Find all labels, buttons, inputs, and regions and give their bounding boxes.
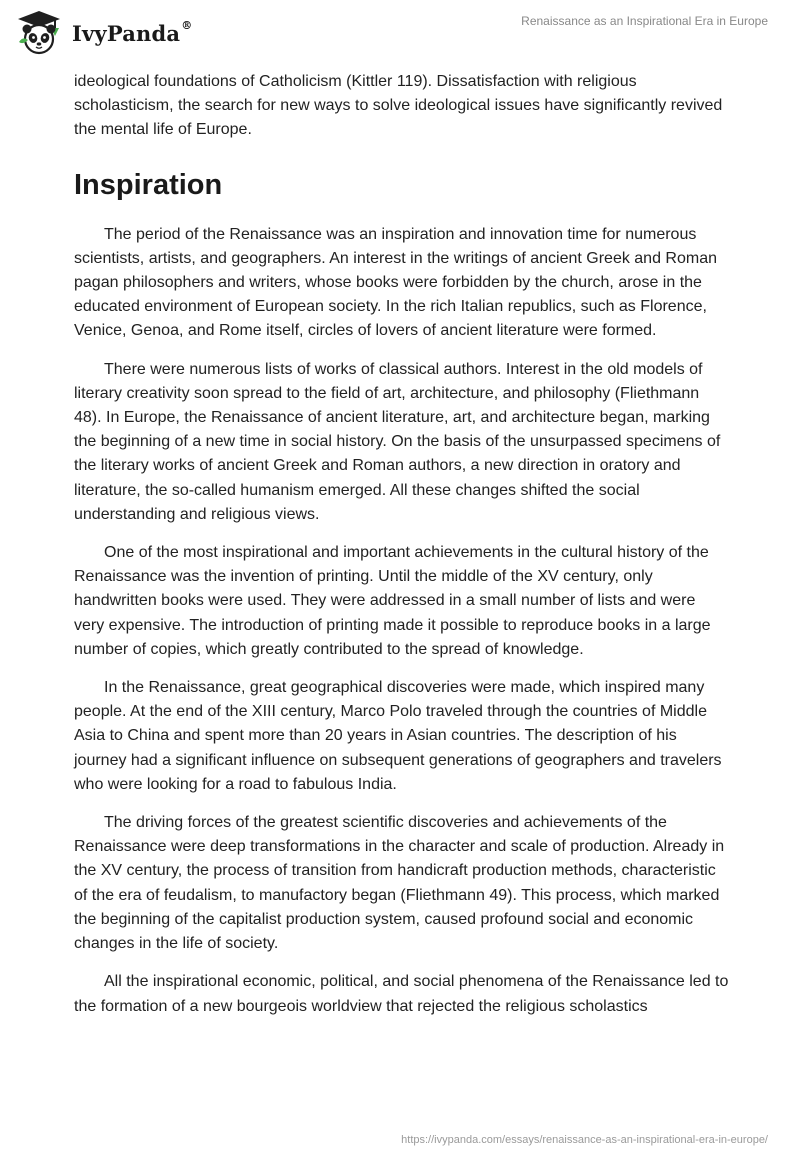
body-paragraph: In the Renaissance, great geographical discoveries were made, which inspired many people. At the end of the XIII century, Marco Polo traveled through the countries of Middle Asia to China and spent more than 20 years in Asian countries. The description of his journey had a significant influence on subsequent generations of geographers and travelers who were looking for a road to fabulous India.	[74, 679, 722, 793]
page-header	[0, 0, 800, 70]
essay-content	[74, 70, 730, 1033]
intro-paragraph: ideological foundations of Catholicism (Kittler 119). Dissatisfaction with religious scholasticism, the search for new ways to solve ideological issues have significantly revived the mental life of Europe.	[74, 73, 723, 139]
panda-graduate-icon	[14, 8, 64, 58]
body-paragraph: The period of the Renaissance was an inspiration and innovation time for numerous scientists, artists, and geographers. An interest in the writings of ancient Greek and Roman pagan philosophers and writers, whose books were forbidden by the church, arose in the educated environment of European society. In the rich Italian republics, such as Florence, Venice, Genoa, and Rome itself, circles of lovers of ancient literature were formed.	[74, 225, 717, 340]
section-heading: Inspiration	[74, 168, 223, 201]
source-url-link[interactable]: https://ivypanda.com/essays/renaissance-as-an-inspirational-era-in-europe/	[401, 1134, 768, 1146]
ivypanda-logo[interactable]	[14, 8, 192, 58]
registered-mark: ®	[181, 18, 193, 32]
brand-name: IvyPanda®	[72, 18, 193, 46]
body-paragraph: There were numerous lists of works of classical authors. Interest in the old models of literary creativity soon spread to the field of art, architecture, and philosophy (Fliethmann 48). In Europe, the Renaissance of ancient literature, art, and architecture began, marking the beginning of a new time in social history. On the basis of the unsurpassed specimens of the literary works of ancient Greek and Roman authors, a new direction in oratory and literature, the so-called humanism emerged. All these changes shifted the social understanding and religious views.	[74, 360, 721, 523]
document-title: Renaissance as an Inspirational Era in Europe	[521, 14, 768, 28]
body-paragraph: One of the most inspirational and important achievements in the cultural history of the Renaissance was the invention of printing. Until the middle of the XV century, only handwritten books were used. They were addressed in a small number of lists and were very expensive. The introduction of printing made it possible to reproduce books in a large number of copies, which greatly contributed to the spread of knowledge.	[74, 544, 711, 658]
body-paragraph: All the inspirational economic, political, and social phenomena of the Renaissance led to the formation of a new bourgeois worldview that rejected the religious scholastics	[74, 973, 729, 1015]
body-paragraph: The driving forces of the greatest scientific discoveries and achievements of the Renaissance were deep transformations in the character and scale of production. Already in the XV century, the process of transition from handicraft production methods, characteristic of the era of feudalism, to manufactory began (Fliethmann 49). This process, which marked the beginning of the capitalist production system, caused profound social and economic changes in the life of society.	[74, 814, 725, 953]
